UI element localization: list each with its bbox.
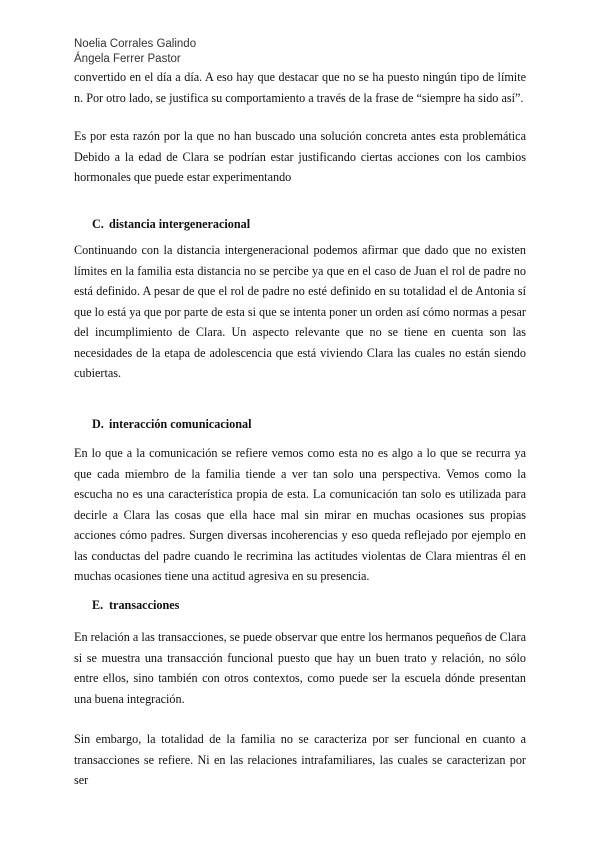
heading-d-letter: D. [92,417,104,431]
paragraph-4: En lo que a la comunicación se refiere vemos como esta no es algo a lo que se recurra ya que cada miembro de la familia tiende a ver tan solo una perspectiva. Vemos como la escucha no es una característica propia de esta. La comunicación tan solo es utilizada para decirle a Clara las cosas que ella hace mal sin mirar en muchas ocasiones sus propias acciones cómo padres. Surgen diversas incoherencias y eso queda reflejado por ejemplo en las conductas del padre cuando le recrimina las actitudes violentas de Clara mientras él en muchas ocasiones tiene una actitud agresiva en su presencia. [74,446,526,583]
author-name-1: Noelia Corrales Galindo [74,38,197,50]
paragraph-6: Sin embargo, la totalidad de la familia no se caracteriza por ser funcional en cuanto a transacciones se refiere. Ni en las relaciones intrafamiliares, las cuales se caracterizan por ser [74,732,526,787]
paragraph-1: convertido en el día a día. A eso hay que destacar que no se ha puesto ningún tipo de límite n. Por otro lado, se justifica su comportamiento a través de la frase de “siempre ha sido así”. [74,70,526,105]
paragraph-2: Es por esta razón por la que no han buscado una solución concreta antes esta problemática Debido a la edad de Clara se podrían estar justificando ciertas acciones con los cambios hormonales que puede estar experimentando [74,129,526,184]
paragraph-2-block [74,126,526,188]
page-header [74,37,196,67]
paragraph-3: Continuando con la distancia intergeneracional podemos afirmar que dado que no existen límites en la familia esta distancia no se percibe ya que en el caso de Juan el rol de padre no está definido. A pesar de que el rol de padre no esté definido en su totalidad el de Antonia sí que lo está ya que por parte de esta si que se intenta poner un orden así cómo normas a pesar del incumplimiento de Clara. Un aspecto relevante que no se tiene en cuenta son las necesidades de la etapa de adolescencia que está viviendo Clara las cuales no están siendo cubiertas. [74,243,526,380]
paragraph-5-block [74,627,526,709]
heading-e-letter: E. [92,598,104,612]
section-heading-d [92,416,252,432]
heading-c-letter: C. [92,217,104,231]
paragraph-3-block [74,240,526,384]
paragraph-1-block [74,67,526,108]
paragraph-6-block [74,729,526,791]
heading-c-title: distancia intergeneracional [109,217,251,231]
author-name-2: Ángela Ferrer Pastor [74,53,181,65]
section-heading-c [92,216,250,232]
heading-e-title: transacciones [109,598,180,612]
section-heading-e [92,597,179,613]
paragraph-5: En relación a las transacciones, se puede observar que entre los hermanos pequeños de Clara si se muestra una transacción funcional puesto que hay un buen trato y relación, no sólo entre ellos, sino también con otros contextos, como puede ser la escuela dónde presentan una buena integración. [74,630,526,706]
heading-d-title: interacción comunicacional [109,417,252,431]
paragraph-4-block [74,443,526,587]
